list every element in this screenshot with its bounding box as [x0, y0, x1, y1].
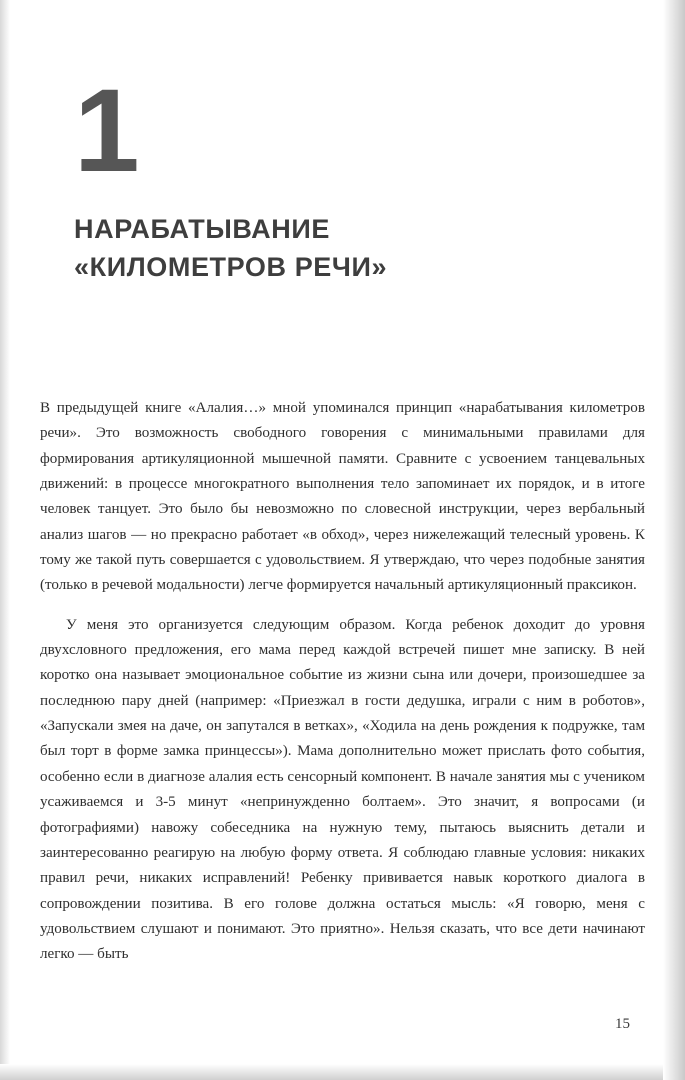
- chapter-title-line-1: НАРАБАТЫВАНИЕ: [74, 214, 330, 244]
- paragraph-2: У меня это организуется следующим образом. Когда ребенок доходит до уровня двухсловного предложения, его мама перед каждой встречей пишет мне записку. В ней коротко она называет эмоциональное событие из жизни сына или дочери, произошедшее за последнюю пару дней (например: «Приезжал в гости дедушка, играли с ним в роботов», «Запускали змея на даче, он запутался в ветках», «Ходила на день рождения к подружке, там был торт в форме замка принцессы»). Мама дополнительно может прислать фото события, особенно если в диагнозе алалия есть сенсорный компонент. В начале занятия мы с учеником усаживаемся и 3-5 минут «непринужденно болтаем». Это значит, я вопросами (и фотографиями) навожу собеседника на нужную тему, пытаюсь выяснить детали и заинтересованно реагирую на любую форму ответа. Я соблюдаю главные условия: никаких правил речи, никаких исправлений! Ребенку прививается навык короткого диалога в сопровождении позитива. В его голове должна остаться мысль: «Я говорю, меня с удовольствием слушают и понимают. Это приятно». Нельзя сказать, что все дети начинают легко — быть: [40, 616, 645, 963]
- page-edge-shadow: [0, 1064, 685, 1080]
- body-text: [40, 396, 645, 982]
- paragraph-1: В предыдущей книге «Алалия…» мной упоминался принцип «нарабатывания километров речи». Это возможность свободного говорения с минимальными правилами для формирования артикуляционной мышечной памяти. Сравните с усвоением танцевальных движений: в процессе многократного выполнения тело запоминает их порядок, и в итоге человек танцует. Это было бы невозможно по словесной инструкции, через вербальный анализ шагов — но прекрасно работает «в обход», через нижележащий телесный уровень. К тому же такой путь совершается с удовольствием. Я утверждаю, что через подобные занятия (только в речевой модальности) легче формируется начальный артикуляционный праксикон.: [40, 400, 645, 594]
- chapter-title: [74, 210, 594, 287]
- page-number: 15: [615, 1016, 630, 1032]
- chapter-title-line-2: «КИЛОМЕТРОВ РЕЧИ»: [74, 252, 388, 283]
- chapter-number: 1: [74, 65, 138, 197]
